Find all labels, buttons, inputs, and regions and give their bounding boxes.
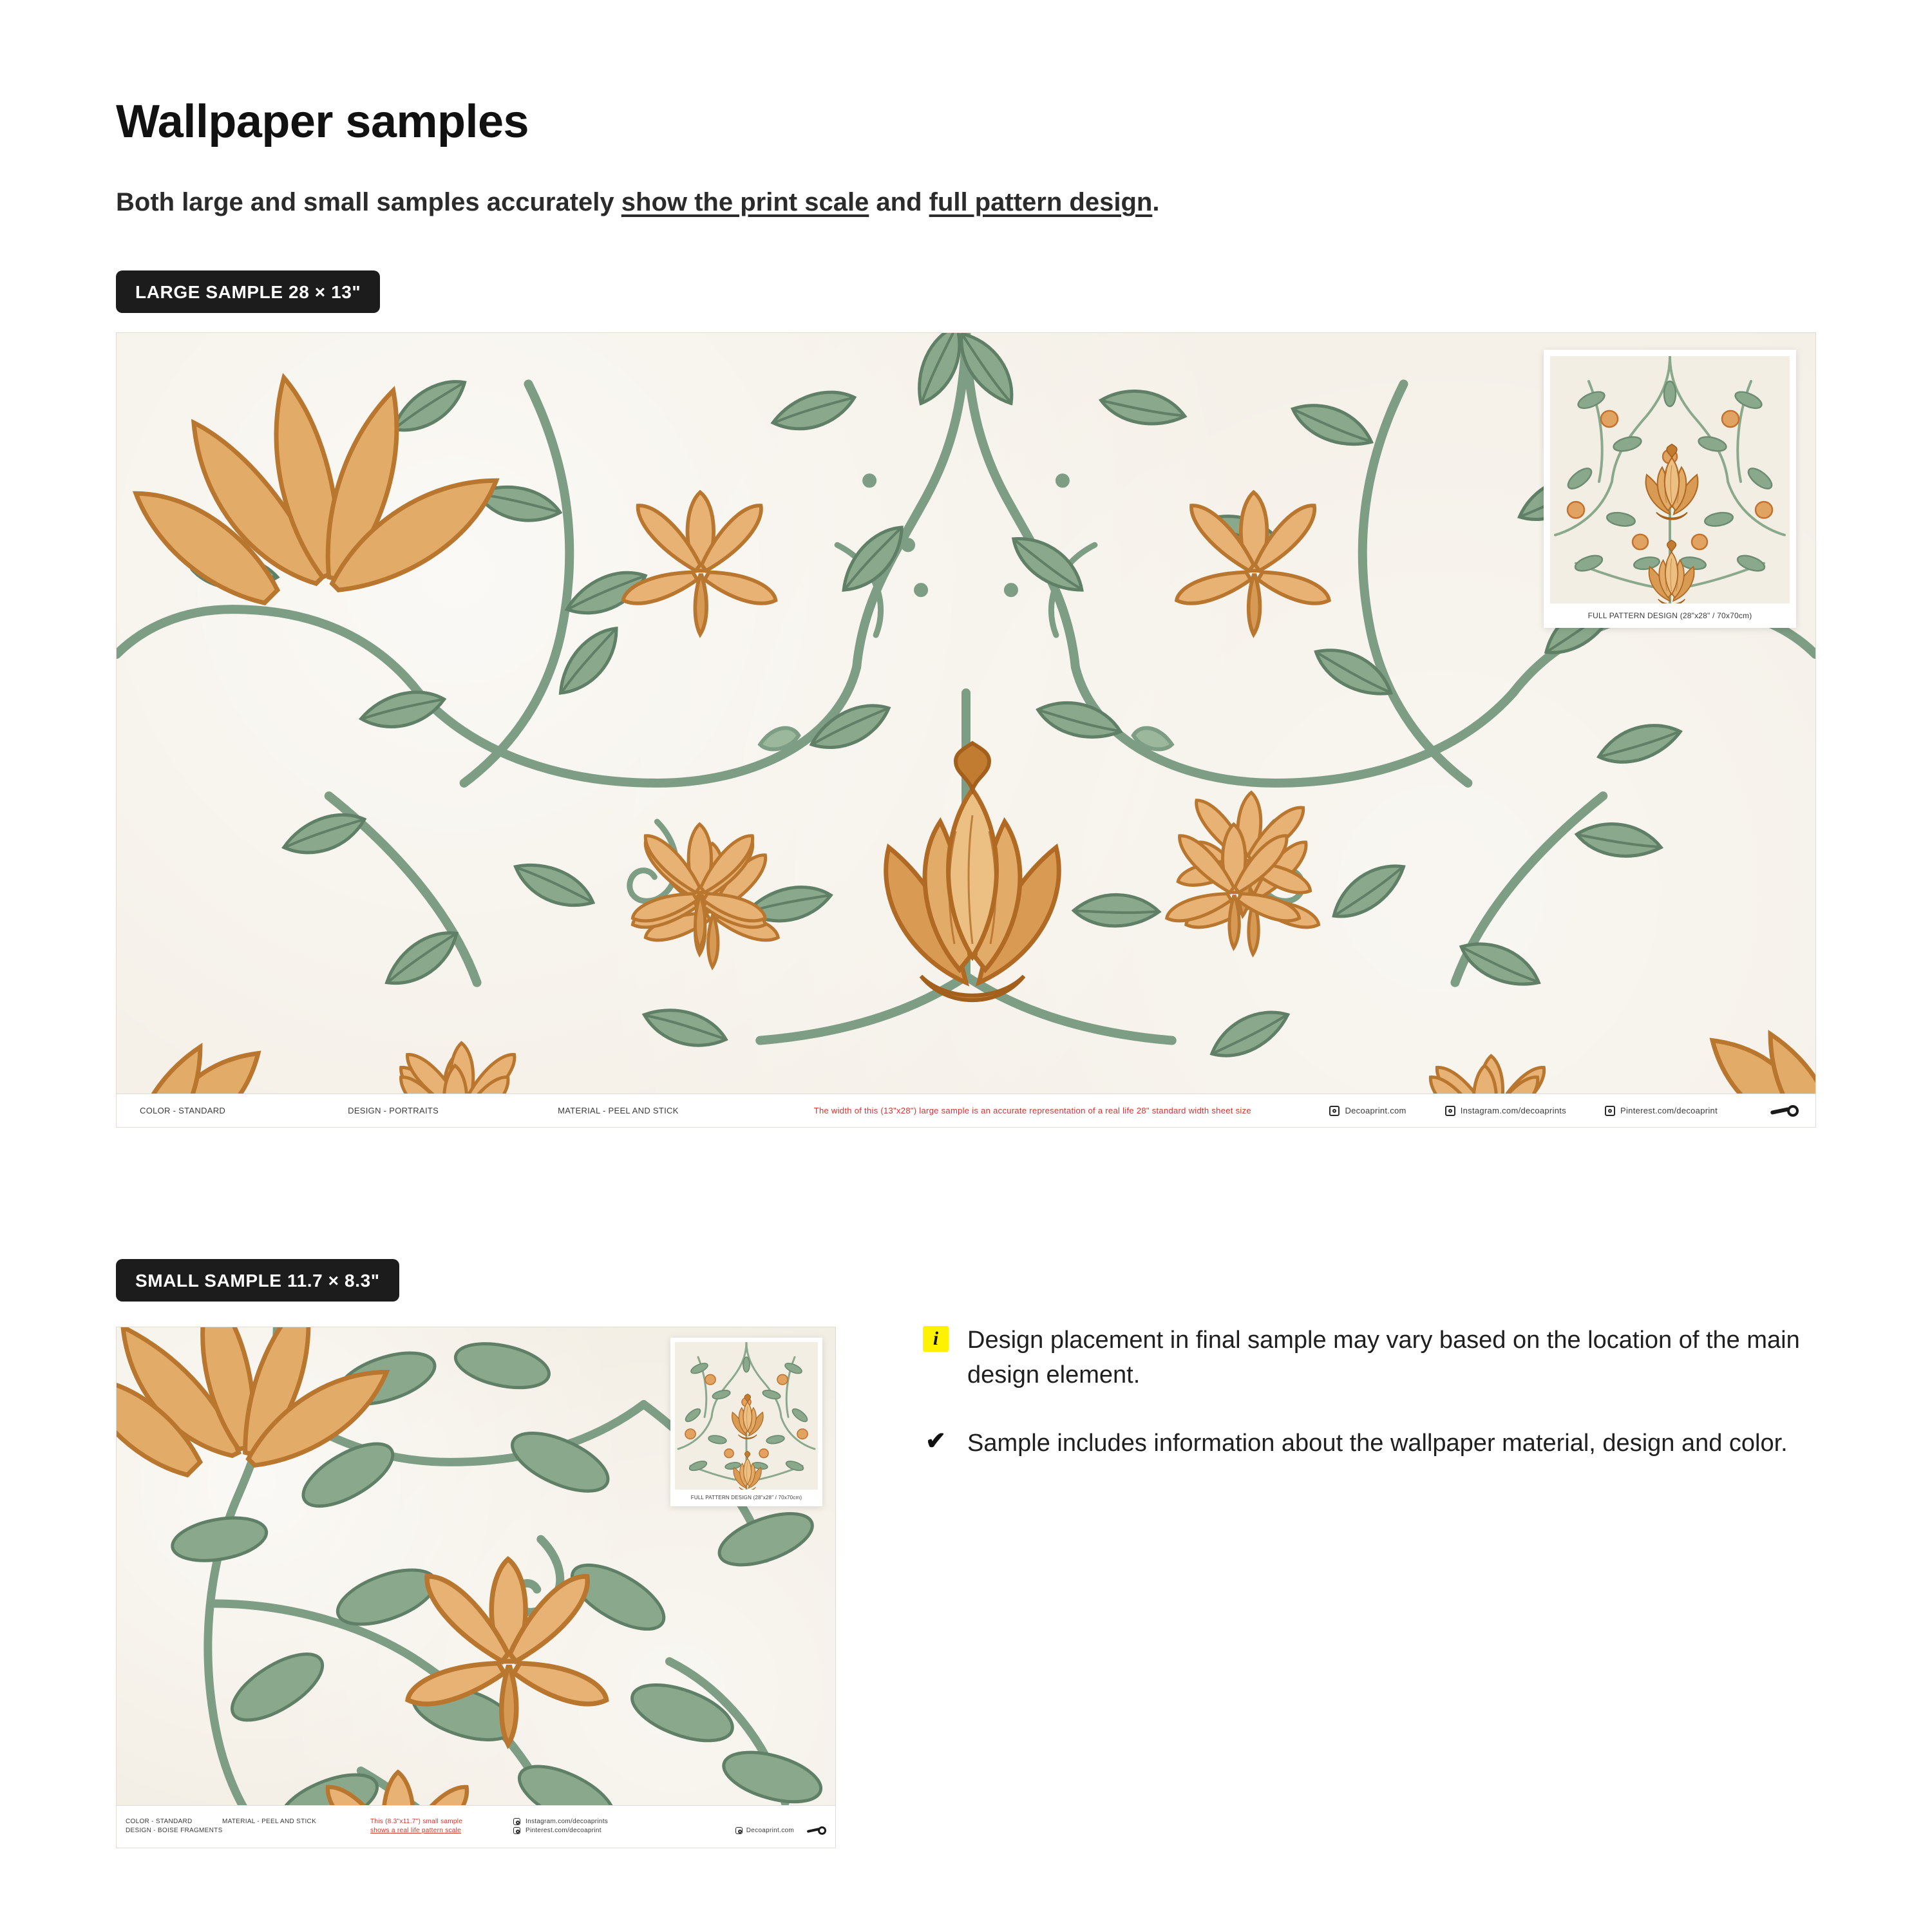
info-icon	[921, 1323, 951, 1393]
small-sample-color-info: COLOR - STANDARD	[126, 1818, 193, 1825]
subtitle-text-2: and	[869, 188, 929, 216]
small-sample-thumbnail-caption: FULL PATTERN DESIGN (28"x28" / 70x70cm)	[690, 1495, 802, 1501]
pinterest-icon	[513, 1827, 520, 1834]
note-text: Sample includes information about the wallpaper material, design and color.	[967, 1429, 1788, 1457]
subtitle-emphasis-1: show the print scale	[621, 188, 869, 216]
large-sample-material-info: MATERIAL - PEEL AND STICK	[558, 1106, 679, 1115]
page-subtitle	[116, 148, 1816, 219]
check-icon-glyph: ✔	[925, 1427, 946, 1455]
large-sample-badge: LARGE SAMPLE 28 × 13"	[116, 270, 380, 313]
small-sample-instagram-label: Instagram.com/decoaprints	[526, 1818, 609, 1825]
globe-icon	[1329, 1106, 1340, 1116]
note-item	[921, 1426, 1819, 1461]
small-sample-badge: SMALL SAMPLE 11.7 × 8.3"	[116, 1259, 399, 1302]
info-icon-glyph: i	[923, 1326, 949, 1352]
pinterest-label: Pinterest.com/decoaprint	[1620, 1106, 1718, 1115]
note-text: Design placement in final sample may vary based on the location of the main design element.	[967, 1327, 1800, 1388]
website-label: Decoaprint.com	[1345, 1106, 1406, 1115]
large-sample-design-info: DESIGN - PORTRAITS	[348, 1106, 439, 1115]
large-sample-image	[116, 332, 1816, 1128]
small-sample-scale-note-2: shows a real life pattern scale	[370, 1826, 462, 1834]
large-sample-social-links	[1329, 1103, 1799, 1119]
small-sample-image	[116, 1327, 836, 1848]
subtitle-text-3: .	[1152, 188, 1160, 216]
small-sample-pinterest-link[interactable]	[513, 1827, 601, 1834]
instagram-icon	[513, 1818, 520, 1825]
note-item	[921, 1323, 1819, 1393]
page-title: Wallpaper samples	[116, 96, 529, 147]
subtitle-emphasis-2: full pattern design	[929, 188, 1153, 216]
instagram-label: Instagram.com/decoaprints	[1460, 1106, 1566, 1115]
pinterest-icon	[1605, 1106, 1615, 1116]
decoaprint-logo-icon	[807, 1825, 826, 1835]
large-sample-color-info: COLOR - STANDARD	[140, 1106, 226, 1115]
large-sample-thumbnail-caption: FULL PATTERN DESIGN (28"x28" / 70x70cm)	[1587, 611, 1752, 620]
check-icon	[921, 1426, 951, 1461]
large-sample-full-pattern-thumbnail	[1544, 350, 1796, 628]
instagram-link[interactable]	[1445, 1106, 1566, 1116]
notes-list	[921, 1323, 1819, 1495]
small-sample-thumbnail-artwork	[675, 1342, 818, 1490]
small-sample-badge-row	[116, 1259, 399, 1302]
small-sample-info-row-2	[126, 1825, 826, 1835]
small-sample-material-info: MATERIAL - PEEL AND STICK	[222, 1818, 317, 1825]
small-sample-instagram-link[interactable]	[513, 1818, 608, 1825]
large-sample-thumbnail-image	[1550, 356, 1790, 603]
small-sample-full-pattern-thumbnail	[670, 1338, 822, 1506]
large-sample-scale-note: The width of this (13"x28") large sample is an accurate representation of a real life 28" standard width sheet size	[813, 1106, 1251, 1115]
small-sample-block	[116, 1307, 836, 1848]
website-link[interactable]	[1329, 1106, 1406, 1116]
large-sample-info-bar	[117, 1094, 1815, 1127]
small-sample-scale-note-1: This (8.3"x11.7") small sample	[370, 1818, 463, 1825]
instagram-icon	[1445, 1106, 1455, 1116]
decoaprint-logo-icon	[1770, 1103, 1799, 1119]
small-sample-pinterest-label: Pinterest.com/decoaprint	[526, 1826, 601, 1834]
pinterest-link[interactable]	[1605, 1106, 1718, 1116]
small-sample-info-bar	[117, 1805, 835, 1848]
small-sample-info-row-1	[126, 1818, 826, 1825]
globe-icon	[735, 1827, 743, 1834]
small-sample-thumbnail-image	[675, 1342, 818, 1490]
small-sample-design-info: DESIGN - BOISE FRAGMENTS	[126, 1826, 223, 1834]
large-sample-badge-row	[116, 219, 1816, 313]
small-sample-website-label: Decoaprint.com	[746, 1826, 794, 1834]
large-sample-thumbnail-artwork	[1550, 356, 1790, 603]
subtitle-text-1: Both large and small samples accurately	[116, 188, 621, 216]
small-sample-website-link[interactable]	[735, 1825, 826, 1835]
